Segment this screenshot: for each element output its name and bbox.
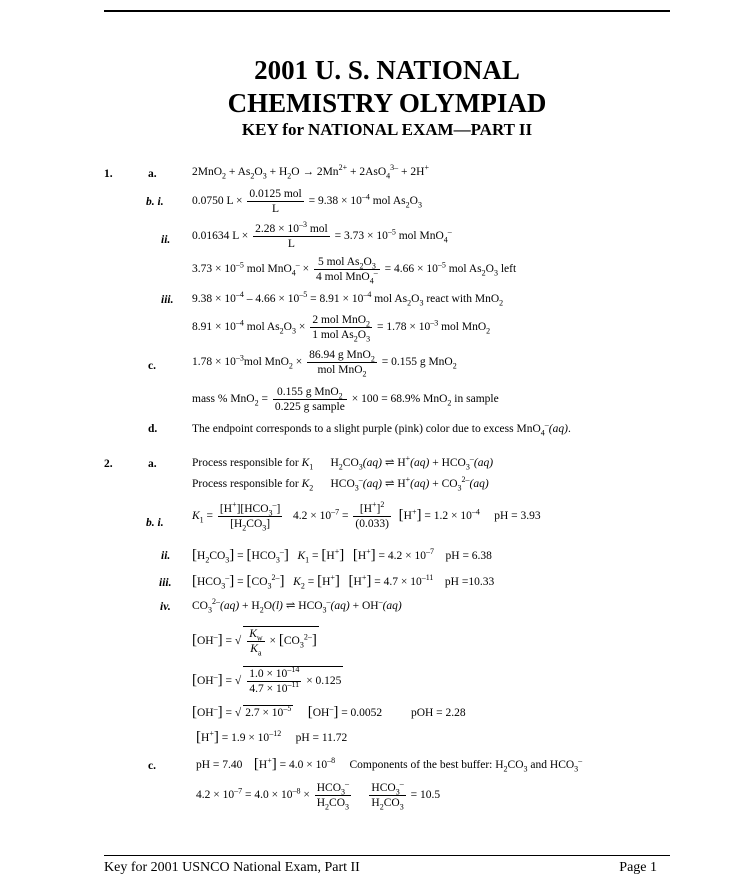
q2a-line2: Process responsible for $K_2$ $HCO_3^-(aq)$ ⇌ $H^+(aq) + CO_3^{2-}(aq)$ (192, 475, 489, 493)
q1d-text-body: The endpoint corresponds to a slight purple (pink) color due to excess MnO (192, 423, 541, 435)
q2biii-ph: pH =10.33 (444, 576, 495, 588)
q1d-label: d. (148, 423, 158, 435)
title-line-2: CHEMISTRY OLYMPIAD (227, 88, 547, 118)
q2a-line1: Process responsible for $K_1$ $H_2CO_3(aq)$ ⇌ $H^+(aq) + HCO_3^-(aq)$ (192, 454, 494, 472)
q2biii-label: iii. (159, 577, 172, 589)
q2a-label: a. (148, 458, 157, 470)
q1c-equation1: $1.78 \times 10^{-3}mol$ MnO$_2$ × $\frac{86.94 g MnO_2}{mol MnO_2}$ = 0.155 g MnO$_2$ (192, 349, 457, 379)
q1c-equation2: mass % MnO$_2$ = $\frac{0.155 g MnO_2}{\text{0.225 g sample}}$ × 100 = 68.9% MnO$_2$ in sample (192, 386, 499, 413)
q1biii-label: iii. (161, 294, 174, 306)
q2c-label: c. (148, 760, 156, 772)
q1a-equation: $2MnO_2 + As_2O_3 + H_2O \to 2Mn^{2+} + 2AsO_4^{3-} + 2H^+$ (192, 163, 429, 181)
footer-page-number: Page 1 (619, 860, 657, 875)
q1bi-label: b. i. (146, 196, 164, 208)
footer-left: Key for 2001 USNCO National Exam, Part II (104, 860, 360, 875)
q2bi-equation: $K_1$ = $\frac{[H^+][HCO_3^-]}{[H_2CO_3]}$ $4.2 \times 10^{-7}$ = $\frac{[H^+]^2}{(0.033)}$ $[H^+] = 1.2 \times 10^{-4}$ pH = 3.93 (192, 500, 541, 533)
q2bii-label: ii. (161, 550, 171, 562)
q1bii-equation1: 0.01634 L × $\frac{2.28 \times 10^{-3} mol}{L}$ = $3.73 \times 10^{-5}$ mol MnO$_4$– (192, 220, 452, 250)
q2-number: 2. (104, 458, 113, 470)
top-rule (104, 10, 670, 12)
q1biii-equation2: $8.91 \times 10^{-4}$ mol $As_2O_3$ × $\frac{2 mol MnO_2}{1 mol As_2O_3}$ = $1.78 \times 10^{-3}$ mol MnO$_2$ (192, 314, 491, 344)
q1bi-equation: 0.0750 L × $\frac{\text{0.0125 mol}}{L}$ = $9.38 \times 10^{-4}$ mol $As_2O_3$ (192, 188, 422, 215)
q2biv-oh-formula: [OH–] = √ $\frac{K_w}{K_a}$ × $[CO_3^{2-}]$ (192, 628, 317, 658)
q1c-label: c. (148, 360, 156, 372)
q1-number: 1. (104, 168, 113, 180)
q2biv-h-result: $[H^+] = 1.9 \times 10^{-12}$ pH = 11.72 (196, 729, 348, 745)
q2bi-label: b. i. (146, 517, 164, 529)
q2c-line2: $4.2 \times 10^{-7} = 4.0 \times 10^{-8}$ × $\frac{HCO_3^-}{H_2CO_3}$ $\frac{HCO_3^-}{H_2CO_3}$ = 10.5 (196, 779, 441, 812)
q1bii-equation2: $3.73 \times 10^{-5}$ mol MnO$_4$– × $\frac{5 mol As_2O_3}{4 mol MnO_4^-}$ = $4.66 \times 10^{-5}$ mol $As_2O_3$ left (192, 256, 517, 286)
title-line-1: 2001 U. S. NATIONAL (254, 55, 520, 85)
q2biv-ph: pH = 11.72 (295, 732, 348, 744)
q2c-text: Components of the best buffer: H (349, 759, 504, 771)
q1a-label: a. (148, 168, 157, 180)
q1bii-label: ii. (161, 234, 171, 246)
q2bii-equation: $[H_2CO_3] = [HCO_3^-]$ $K_1 = [H^+]$ $[H^+] = 4.2 \times 10^{-7}$ pH = 6.38 (192, 547, 492, 565)
q2c-ph: pH = 7.40 (196, 759, 243, 771)
q2bii-ph: pH = 6.38 (445, 550, 492, 562)
q2biv-oh-result: [OH–] = √ $2.7 \times 10^{-5}$ [OH–] = 0.0052 pOH = 2.28 (192, 704, 466, 720)
q2biv-poh: pOH = 2.28 (410, 707, 466, 719)
q2c-line1: pH = 7.40 $[H^+] = 4.0 \times 10^{-8}$ Components of the best buffer: $H_2CO_3$ and $HCO_3^-$ (196, 756, 583, 774)
q2biii-equation: $[HCO_3^-] = [CO_3^{2-}]$ $K_2 = [H^+]$ $[H^+] = 4.7 \times 10^{-11}$ pH =10.33 (192, 573, 495, 591)
q1d-text: The endpoint corresponds to a slight purple (pink) color due to excess MnO$_4$–(aq). (192, 420, 571, 438)
q2biv-oh-values: [OH–] = √ $\frac{1.0 \times 10^{-14}}{4.7 \times 10^{-11}}$ × 0.125 (192, 665, 342, 695)
q2biv-label: iv. (160, 601, 171, 613)
q2biv-equation: $CO_3^{2-}(aq) + H_2O(l)$ ⇌ $HCO_3^-(aq) + OH^-(aq)$ (192, 597, 402, 615)
q2a-line2-text: Process responsible for (192, 478, 302, 490)
q2bi-ph: pH = 3.93 (494, 510, 541, 523)
footer-rule (104, 855, 670, 856)
q1biii-equation1: $9.38 \times 10^{-4} - 4.66 \times 10^{-5} = 8.91 \times 10^{-4}$ mol $As_2O_3$ react with MnO$_2$ (192, 290, 504, 308)
subtitle: KEY for NATIONAL EXAM—PART II (241, 120, 533, 139)
q2a-line1-text: Process responsible for (192, 457, 302, 469)
